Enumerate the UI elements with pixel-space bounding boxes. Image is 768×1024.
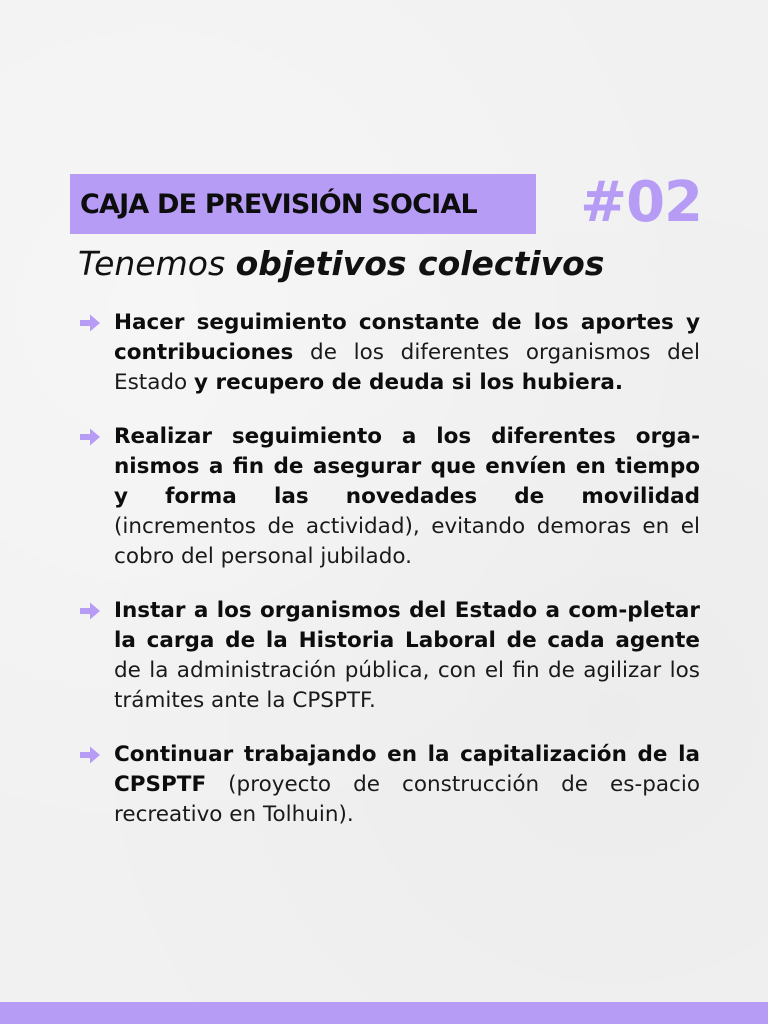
item-bold: y recupero de deuda si los hubiera. [194, 370, 624, 395]
page-title: CAJA DE PREVISIÓN SOCIAL [80, 188, 477, 220]
slide-number: #02 [580, 170, 702, 235]
arrow-right-icon [78, 425, 102, 449]
item-regular: (incrementos de actividad), evitando demoras en el cobro del personal jubilado. [114, 514, 700, 569]
item-regular: (proyecto de construcción de es-pacio recreativo en Tolhuin). [114, 772, 700, 827]
arrow-right-icon [78, 311, 102, 335]
arrow-right-icon [78, 743, 102, 767]
arrow-right-icon [78, 599, 102, 623]
title-box [70, 174, 536, 234]
list-item [78, 422, 700, 572]
list-item [78, 596, 700, 716]
list-item-text [114, 740, 700, 830]
objectives-list [78, 308, 700, 854]
list-item [78, 740, 700, 830]
subtitle-regular: Tenemos [78, 244, 236, 283]
subtitle [78, 242, 698, 286]
header [70, 170, 702, 236]
item-regular: de la administración pública, con el fin de agilizar los trámites ante la CPSPTF. [114, 658, 700, 713]
item-bold: Continuar trabajando en la capitalización de la CPSPTF [114, 742, 700, 797]
list-item-text [114, 308, 700, 398]
subtitle-bold: objetivos colectivos [235, 244, 605, 283]
list-item-text [114, 596, 700, 716]
item-bold: Realizar seguimiento a los diferentes orga-nismos a fin de asegurar que envíen en tiempo y forma las novedades de movilidad [114, 424, 700, 509]
item-bold: Hacer seguimiento constante de los aportes y contribuciones [114, 310, 700, 365]
item-regular: de los diferentes organismos del Estado [114, 340, 700, 395]
item-bold: Instar a los organismos del Estado a com-pletar la carga de la Historia Laboral de cada agente [114, 598, 700, 653]
list-item-text [114, 422, 700, 572]
list-item [78, 308, 700, 398]
bottom-accent-bar [0, 1002, 768, 1024]
